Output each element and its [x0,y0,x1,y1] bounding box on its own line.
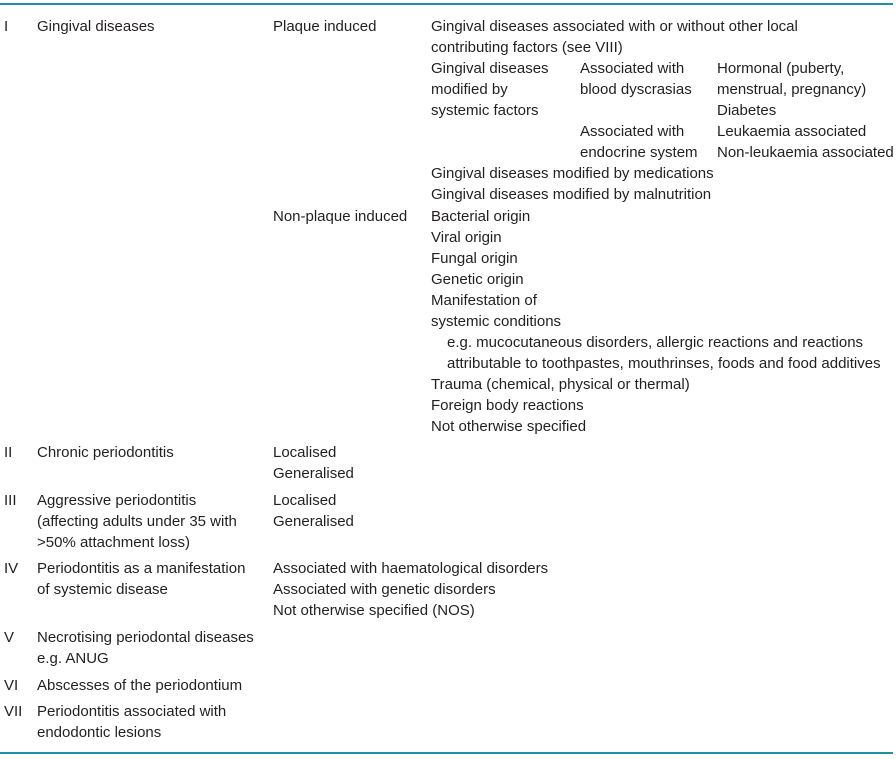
section-numeral: V [4,629,15,646]
section-title: of systemic disease [37,581,168,598]
table-cell: Hormonal (puberty, [717,60,845,77]
section-title: (affecting adults under 35 with [37,513,237,530]
table-cell: blood dyscrasias [580,81,692,98]
section-numeral: VII [4,703,23,720]
table-cell: Localised [273,444,337,461]
section-title: Aggressive periodontitis [37,492,197,509]
section-title: Periodontitis as a manifestation [37,560,246,577]
table-cell: Manifestation of [431,292,537,309]
section-title: Chronic periodontitis [37,444,174,461]
section-title: Necrotising periodontal diseases [37,629,254,646]
section-numeral: II [4,444,13,461]
table-cell: Gingival diseases associated with or without other local [431,18,798,35]
table-cell: Viral origin [431,229,502,246]
subcategory-label: Non-plaque induced [273,208,408,225]
subcategory-label: Plaque induced [273,18,377,35]
table-cell: Gingival diseases modified by medications [431,165,714,182]
table-top-rule [0,3,893,5]
table-cell: Foreign body reactions [431,397,584,414]
table-cell: Genetic origin [431,271,524,288]
table-cell: endocrine system [580,144,698,161]
table-cell: modified by [431,81,508,98]
section-numeral: IV [4,560,19,577]
table-cell: Generalised [273,513,354,530]
section-title: endodontic lesions [37,724,162,741]
section-numeral: I [4,18,9,35]
table-cell: Associated with genetic disorders [273,581,496,598]
section-numeral: III [4,492,17,509]
table-cell: Not otherwise specified [431,418,587,435]
table-cell: menstrual, pregnancy) [717,81,867,98]
table-cell: e.g. mucocutaneous disorders, allergic reactions and reactions [447,334,864,351]
section-title: Gingival diseases [37,18,155,35]
table-cell: Associated with [580,123,685,140]
section-numeral: VI [4,677,19,694]
table-cell: systemic conditions [431,313,562,330]
table-bottom-rule [0,752,893,754]
table-cell: attributable to toothpastes, mouthrinses, foods and food additives [447,355,881,372]
table-cell: Gingival diseases [431,60,549,77]
table-cell: Associated with haematological disorders [273,560,549,577]
table-cell: Fungal origin [431,250,518,267]
table-cell: Not otherwise specified (NOS) [273,602,475,619]
section-title: >50% attachment loss) [37,534,190,551]
table-cell: Generalised [273,465,354,482]
table-cell: systemic factors [431,102,539,119]
table-cell: Leukaemia associated [717,123,867,140]
section-title: Abscesses of the periodontium [37,677,243,694]
table-cell: Non-leukaemia associated [717,144,894,161]
section-title: e.g. ANUG [37,650,109,667]
table-cell: Localised [273,492,337,509]
table-cell: Bacterial origin [431,208,531,225]
section-title: Periodontitis associated with [37,703,227,720]
table-cell: Gingival diseases modified by malnutrition [431,186,712,203]
table-cell: contributing factors (see VIII) [431,39,623,56]
table-cell: Trauma (chemical, physical or thermal) [431,376,690,393]
table-cell: Diabetes [717,102,777,119]
table-cell: Associated with [580,60,685,77]
